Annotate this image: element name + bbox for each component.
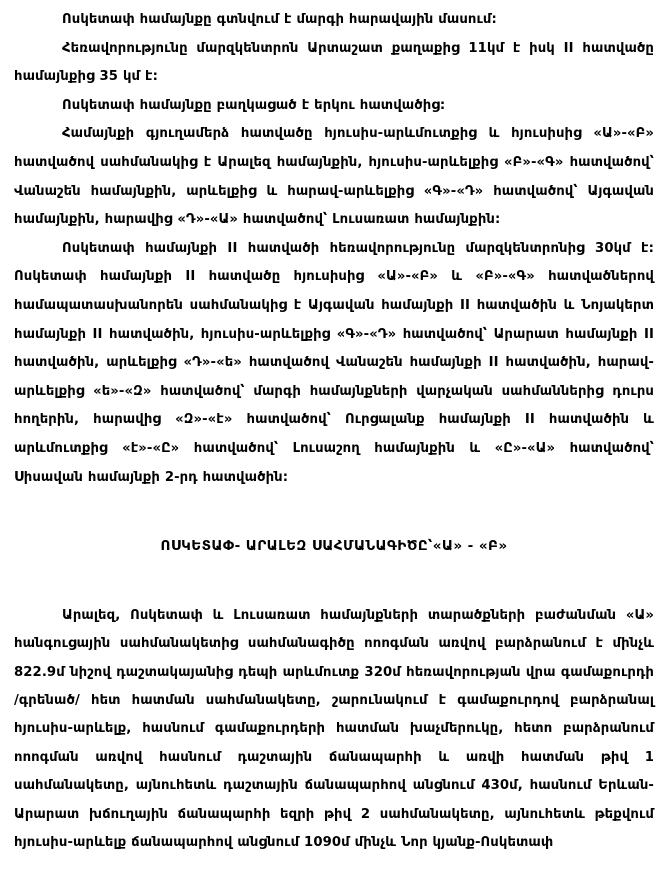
closing-paragraph: Արալեզ, Ոսկետափ և Լուսառատ համայնքների տարածքների բաժանման «Ա» հանգուցային սահմանակետից սահմանագիծը ոոոգման առվով բարձրանում է մինչև 822.9մ նիշով դաշտակայանից դեպի արևմուտք 320մ հեռավորության վրա գամաքուրդի /գրենած/ հետ հատման սահմանակետը, շարունակում է գամաքուրդով բարձրանալ հյուսիս-արևելք, հասնում գամաքուրդերի հատման խաչմերուկը, հետո բարձրանում ոոոգման առվով հասնում դաշտային ճանապարհի և առվի հատման թիվ 1 սահմանակետը, այնուհետև դաշտային ճանապարհով անցնում 430մ, հասնում Երևան-Արարատ խճուղային ճանապարհի եզրի թիվ 2 սահմանակետը, այնուհետև թեքվում հյուսիս-արևելք ճանապարհով անցնում 1090մ մինչև Նոր կյանք-Ոսկետափ <box>14 607 654 850</box>
heading-bottom-spacer <box>14 561 654 602</box>
section-heading: ՈՍԿԵՏԱՓ- ԱՐԱԼԵԶ ՍԱՀՄԱՆԱԳԻԾԸ՝«Ա» - «Բ» <box>160 538 508 555</box>
paragraph-1: Ոսկետափ համայնքը գտնվում է մարգի հարավային մասում: <box>62 12 497 27</box>
paragraph-3: Ոսկետափ համայնքը բաղկացած է երկու հատվածից: <box>62 97 446 113</box>
paragraph-2: Հեռավորությունը մարզկենտրոն Արտաշատ քաղաքից 11կմ է իսկ II հատվածը համայնքից 35 կմ է: <box>14 40 654 85</box>
paragraph-5: Ոսկետափ համայնքի II հատվածի հեռավորությունը մարզկենտրոնից 30կմ է: Ոսկետափ համայնքի II հատվածը հյուսիսից «Ա»-«Բ» և «Բ»-«Գ» հատվածներով համապատասխանորեն սահմանակից է Այգավան համայնքի II հատվածին և Նոյակերտ համայնքի II հատվածին, հյուսիս-արևելքից «Գ»-«Դ» հատվածով՝ Արարատ համայնքի II հատվածին, արևելքից «Դ»-«ե» հատվածով Վանաշեն համայնքի II հատվածին, հարավ-արևելքից «ե»-«Զ» հատվածով՝ մարգի համայնքների վարչական սահմաններից դուրս հողերին, հարավից «Զ»-«է» հատվածով՝ Ուրցալանք համայնքի II հատվածին և արևմուտքից «է»-«Ը» հատվածով՝ Լուսաշող համայնքին և «Ը»-«Ա» հատվածով՝ Սիսավան համայնքի 2-րդ հատվածին: <box>14 240 654 485</box>
heading-top-spacer <box>14 492 654 532</box>
paragraph-4: Համայնքի գյուղամերձ հատվածը հյուսիս-արևմուտքից և հյուսիսից «Ա»-«Բ» հատվածով սահմանակից է Արալեզ համայնքին, հյուսիս-արևելքից «Բ»-«Գ» հատվածով՝ Վանաշեն համայնքին, արևելքից և հարավ-արևելքից «Գ»-«Դ» հատվածով՝ Այգավան համայնքին, հարավից «Դ»-«Ա» հատվածով՝ Լուսառատ համայնքին: <box>14 126 654 228</box>
